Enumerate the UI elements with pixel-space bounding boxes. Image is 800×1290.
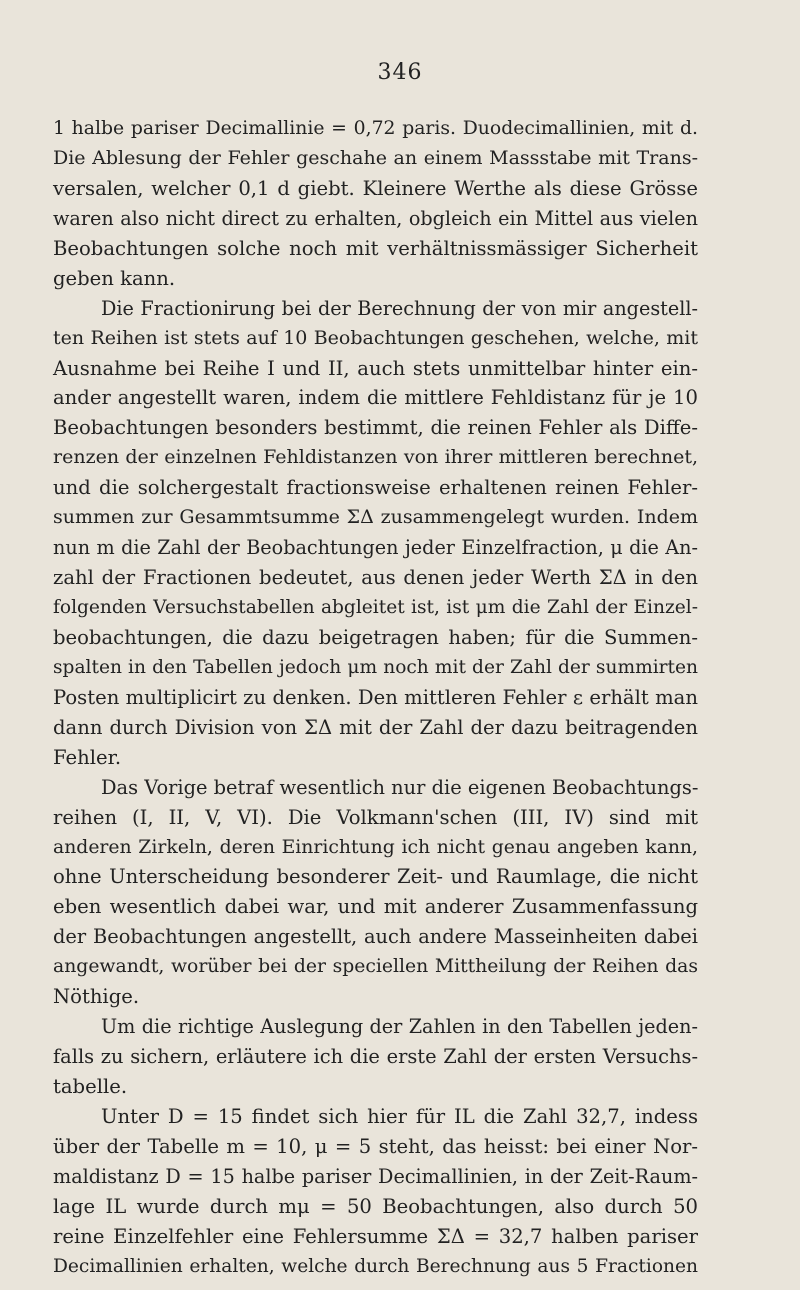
text-line: eben wesentlich dabei war, und mit anderer Zusammenfassung [53, 895, 698, 919]
text-line: Beobachtungen solche noch mit verhältnissmässiger Sicherheit [53, 236, 698, 260]
text-line: lage IL wurde durch mμ = 50 Beobachtungen, also durch 50 [53, 1194, 698, 1218]
text-line: 1 halbe pariser Decimallinie = 0,72 paris. Duodecimallinien, mit d. [53, 118, 698, 139]
text-line: waren also nicht direct zu erhalten, obgleich ein Mittel aus vielen [53, 206, 698, 230]
text-line: Die Fractionirung bei der Berechnung der von mir angestell- [101, 296, 698, 320]
text-line: reine Einzelfehler eine Fehlersumme ΣΔ = 32,7 halben pariser [53, 1224, 698, 1248]
text-line: der Beobachtungen angestellt, auch andere Masseinheiten dabei [53, 925, 698, 949]
text-line: Das Vorige betraf wesentlich nur die eigenen Beobachtungs- [101, 775, 699, 799]
text-line: Nöthige. [53, 985, 140, 1009]
text-line: beobachtungen, die dazu beigetragen haben; für die Summen- [53, 625, 698, 649]
text-line: tabelle. [53, 1075, 128, 1098]
text-line: Fehler. [53, 745, 122, 769]
text-line: falls zu sichern, erläutere ich die erste Zahl der ersten Versuchs- [53, 1045, 698, 1069]
text-line: ten Reihen ist stets auf 10 Beobachtungen geschehen, welche, mit [53, 326, 698, 349]
text-line: folgenden Versuchstabellen abgleitet ist, ist μm die Zahl der Einzel- [53, 597, 698, 618]
text-line: renzen der einzelnen Fehldistanzen von ihrer mittleren berechnet, [53, 446, 698, 469]
text-line: Um die richtige Auslegung der Zahlen in den Tabellen jeden- [101, 1015, 698, 1039]
body-text [53, 114, 698, 1282]
text-line: anderen Zirkeln, deren Einrichtung ich nicht genau angeben kann, [53, 836, 698, 858]
text-line: geben kann. [53, 266, 176, 290]
text-line: Unter D = 15 findet sich hier für IL die Zahl 32,7, indess [101, 1104, 698, 1128]
text-line: spalten in den Tabellen jedoch μm noch mit der Zahl der summirten [53, 656, 698, 678]
text-line: versalen, welcher 0,1 d giebt. Kleinere Werthe als diese Grösse [53, 176, 698, 200]
text-line: ohne Unterscheidung besonderer Zeit- und Raumlage, die nicht [53, 865, 698, 889]
text-line: angewandt, worüber bei der speciellen Mittheilung der Reihen das [53, 956, 698, 978]
text-line: summen zur Gesammtsumme ΣΔ zusammengelegt wurden. Indem [53, 506, 698, 529]
text-line: Beobachtungen besonders bestimmt, die reinen Fehler als Diffe- [53, 416, 698, 440]
page-number: 346 [377, 60, 423, 85]
text-line: Decimallinien erhalten, welche durch Berechnung aus 5 Fractionen [53, 1255, 698, 1277]
text-line: Die Ablesung der Fehler geschahe an einem Massstabe mit Trans- [53, 146, 698, 169]
text-line: maldistanz D = 15 halbe pariser Decimallinien, in der Zeit-Raum- [53, 1164, 698, 1188]
text-line: ander angestellt waren, indem die mittlere Fehldistanz für je 10 [53, 386, 698, 410]
text-line: reihen (I, II, V, VI). Die Volkmann'schen (III, IV) sind mit [53, 805, 698, 829]
text-line: und die solchergestalt fractionsweise erhaltenen reinen Fehler- [53, 476, 698, 500]
text-line: über der Tabelle m = 10, μ = 5 steht, das heisst: bei einer Nor- [53, 1134, 698, 1158]
text-line: Ausnahme bei Reihe I und II, auch stets unmittelbar hinter ein- [53, 356, 698, 380]
text-line: Posten multiplicirt zu denken. Den mittleren Fehler ε erhält man [53, 685, 698, 709]
text-line: zahl der Fractionen bedeutet, aus denen jeder Werth ΣΔ in den [53, 566, 698, 590]
text-line: nun m die Zahl der Beobachtungen jeder Einzelfraction, μ die An- [53, 536, 698, 560]
text-line: dann durch Division von ΣΔ mit der Zahl der dazu beitragenden [53, 715, 698, 739]
